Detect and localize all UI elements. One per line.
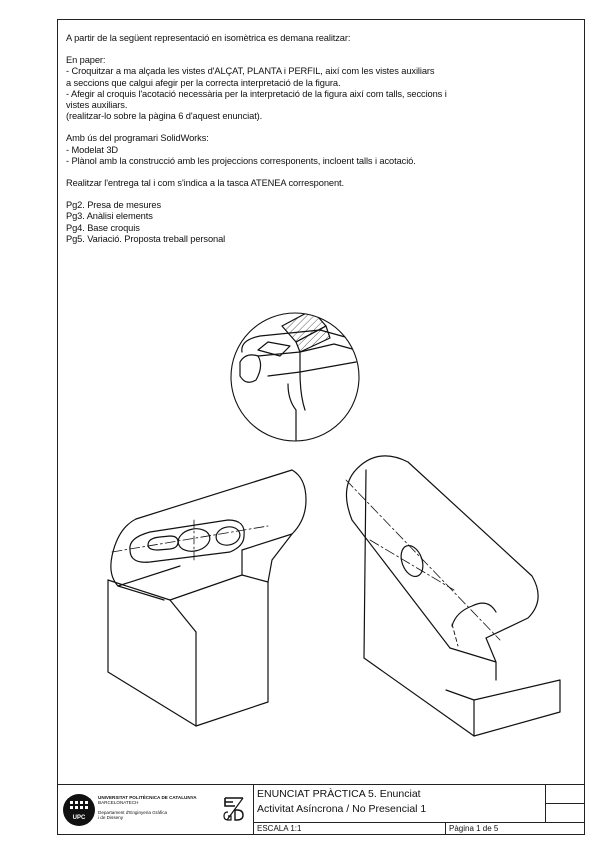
solidworks-line: - Modelat 3D bbox=[66, 144, 119, 155]
page-list-item: Pg2. Presa de mesures bbox=[66, 200, 162, 211]
paper-heading: En paper: bbox=[66, 55, 106, 66]
scale-label: ESCALA 1:1 bbox=[257, 824, 302, 833]
isometric-part-left bbox=[108, 470, 306, 726]
logo-text: UPC bbox=[72, 815, 86, 821]
isometric-part-right bbox=[346, 456, 560, 736]
egd-logo-icon bbox=[222, 794, 246, 824]
page-number-label: Pàgina 1 de 5 bbox=[449, 824, 499, 833]
university-line: UNIVERSITAT POLITÈCNICA DE CATALUNYA bbox=[98, 795, 197, 800]
solidworks-heading: Amb ús del programari SolidWorks: bbox=[66, 133, 209, 144]
intro-line: A partir de la següent representació en isomètrica es demana realitzar: bbox=[66, 33, 351, 43]
department-line: Departament d'Enginyeria Gràfica bbox=[98, 810, 168, 815]
title-block-divider bbox=[545, 803, 585, 804]
detail-view-circle bbox=[231, 310, 359, 448]
page-list-item: Pg5. Variació. Proposta treball personal bbox=[66, 233, 226, 244]
university-line: BARCELONATECH bbox=[98, 800, 139, 806]
solidworks-line: - Plànol amb la construcció amb les projeccions corresponents, incloent talls i acotació. bbox=[66, 155, 416, 166]
upc-logo-icon bbox=[61, 792, 97, 828]
university-name bbox=[98, 795, 197, 806]
paper-line: - Afegir al croquis l'acotació necessària per la interpretació de la figura així com talls, seccions i bbox=[66, 88, 447, 99]
paper-line: (realitzar-lo sobre la pàgina 6 d'aquest enunciat). bbox=[66, 111, 263, 122]
institution-cell bbox=[57, 785, 254, 835]
sheet-title-line1: ENUNCIAT PRÀCTICA 5. Enunciat bbox=[257, 788, 421, 800]
sheet-title-line2: Activitat Asíncrona / No Presencial 1 bbox=[257, 803, 427, 815]
department-name bbox=[98, 810, 167, 821]
delivery-line: Realitzar l'entrega tal i com s'indica a la tasca ATENEA corresponent. bbox=[66, 178, 345, 189]
title-block-divider bbox=[445, 822, 446, 835]
title-block-divider bbox=[253, 822, 585, 823]
page-list-item: Pg3. Anàlisi elements bbox=[66, 211, 153, 222]
department-line: i de Disseny bbox=[98, 815, 124, 821]
paper-line: vistes auxiliars. bbox=[66, 100, 128, 111]
paper-line: - Croquitzar a ma alçada les vistes d'ALÇAT, PLANTA i PERFIL, així com les vistes auxiliars bbox=[66, 66, 435, 77]
paper-line: a seccions que calgui afegir per la correcta interpretació de la figura. bbox=[66, 77, 341, 88]
page-list-item: Pg4. Base croquis bbox=[66, 222, 140, 233]
title-block bbox=[57, 784, 585, 835]
